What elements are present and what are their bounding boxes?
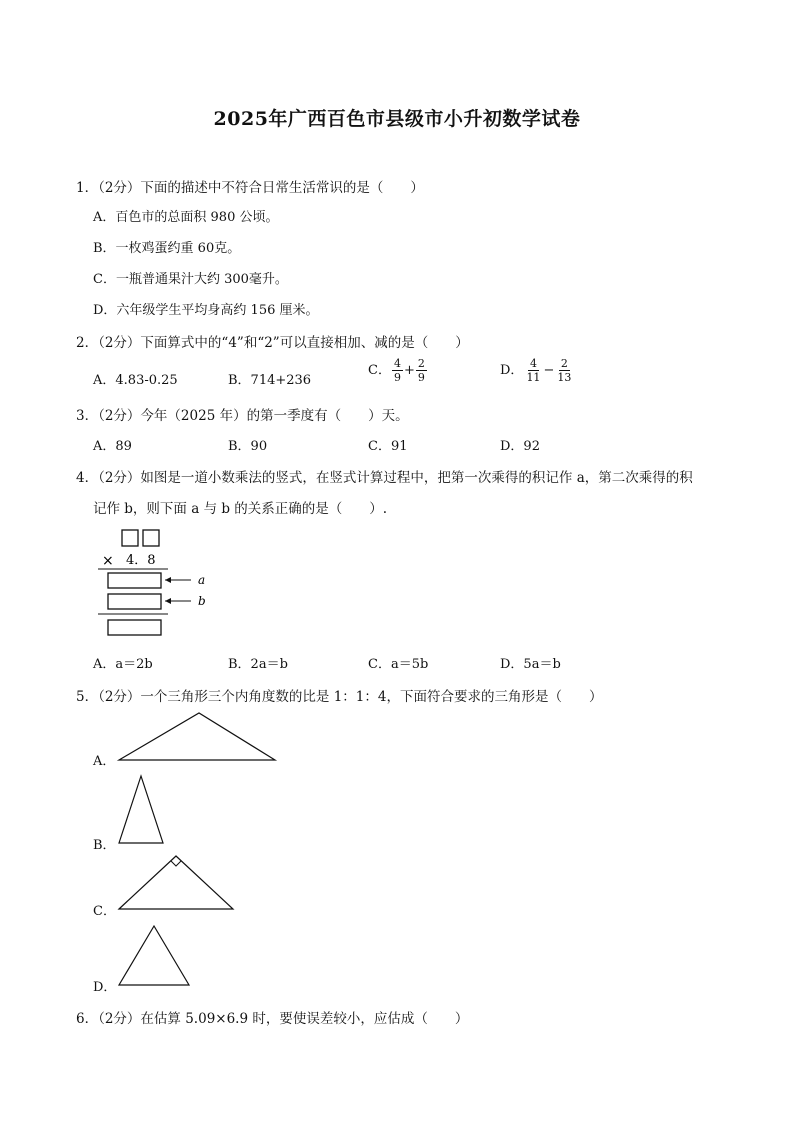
question-3-option-a: A．89 [93,439,132,454]
right-isosceles-triangle [119,856,233,909]
multiplier: 4．8 [126,553,156,568]
question-2-option-c [368,357,428,384]
question-2-option-d [500,357,574,384]
denominator: 11 [526,371,541,384]
final-product-box [108,620,161,635]
question-4-option-a: A．a＝2b [93,657,153,672]
right-angle-mark-icon [171,861,181,866]
question-5-option-c: C． [93,904,116,919]
acute-isosceles-triangle [119,776,163,843]
triangle-a-figure [115,710,280,765]
question-3-option-d: D．92 [500,439,540,454]
partial-product-b-box [108,594,161,609]
triangle-b-figure [114,772,169,847]
numerator: 2 [560,357,568,370]
question-2-option-a: A．4.83-0.25 [93,373,178,388]
triangle-d-figure [114,922,194,990]
question-2-stem: 2．（2分）下面算式中的“4”和“2”可以直接相加、减的是（ ） [76,335,469,351]
question-2-option-b: B．714+236 [228,373,312,388]
question-4-option-d: D．5a＝b [500,657,561,672]
fraction [524,357,542,384]
denominator: 9 [417,371,425,384]
equilateral-triangle [119,926,189,985]
question-4-stem-line2: 记作 b，则下面 a 与 b 的关系正确的是（ ）. [93,501,388,517]
fraction [392,357,403,384]
obtuse-triangle [119,713,275,760]
question-3-stem: 3．（2分）今年（2025 年）的第一季度有（ ）天。 [76,408,409,424]
question-4-option-c: C．a＝5b [368,657,429,672]
fraction [555,357,573,384]
partial-product-a-box [108,573,161,588]
page-title: 2025年广西百色市县级市小升初数学试卷 [213,108,581,130]
numerator: 2 [417,357,425,370]
operator: + [403,363,415,378]
multiplication-diagram [90,525,230,640]
question-1-option-a: A．百色市的总面积 980 公顷。 [93,210,279,225]
label-a: a [198,573,206,587]
numerator: 4 [529,357,537,370]
question-5-option-b: B． [93,838,116,853]
question-3-option-c: C．91 [368,439,408,454]
numerator: 4 [393,357,401,370]
option-c-label: C． [368,363,391,378]
denominator: 13 [557,371,572,384]
question-5-option-a: A． [93,754,116,769]
question-6-stem: 6．（2分）在估算 5.09×6.9 时，要使误差较小，应估成（ ） [76,1011,469,1027]
operator: − [543,363,555,378]
question-1-stem: 1．（2分）下面的描述中不符合日常生活常识的是（ ） [76,180,424,196]
question-5-stem: 5．（2分）一个三角形三个内角度数的比是 1：1：4，下面符合要求的三角形是（ ） [76,689,603,705]
option-d-label: D． [500,363,524,378]
question-4-stem-line1: 4．（2分）如图是一道小数乘法的竖式，在竖式计算过程中，把第一次乘得的积记作 a，第二次乘得的积 [76,470,693,486]
arrow-a-head-icon [165,577,171,583]
triangle-c-figure [114,852,239,914]
label-b: b [198,594,206,608]
digit-box [122,530,138,546]
question-1-option-d: D．六年级学生平均身高约 156 厘米。 [93,303,319,318]
question-1-option-b: B．一枚鸡蛋约重 60克。 [93,241,241,256]
question-5-option-d: D． [93,980,117,995]
arrow-b-head-icon [165,598,171,604]
denominator: 9 [393,371,401,384]
question-4-option-b: B．2a＝b [228,657,288,672]
multiply-sign: × [102,553,114,569]
question-1-option-c: C．一瓶普通果汁大约 300毫升。 [93,272,288,287]
question-3-option-b: B．90 [228,439,268,454]
fraction [416,357,427,384]
digit-box [143,530,159,546]
